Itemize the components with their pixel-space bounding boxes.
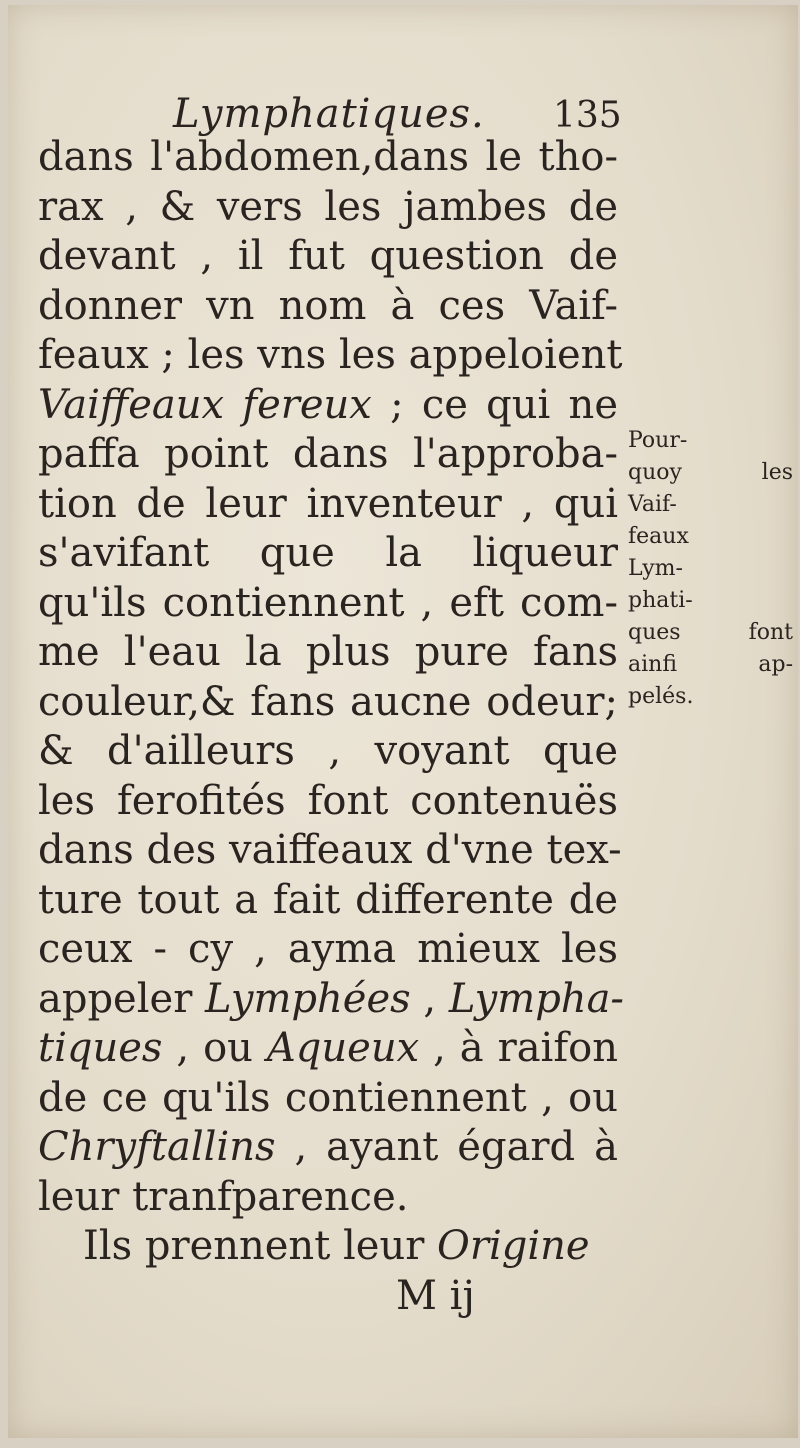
margin-note-line: ainfi ap- <box>628 652 793 677</box>
page-number: 135 <box>553 95 622 136</box>
text-line <box>38 876 618 926</box>
text-line <box>38 579 618 629</box>
text-line <box>38 1173 618 1223</box>
text-segment: me l'eau la plus pure fans <box>38 629 618 675</box>
italic-text: Origine <box>437 1223 590 1269</box>
text-segment: Ils prennent leur <box>83 1223 438 1269</box>
text-segment: devant , il fut question de <box>38 233 618 279</box>
text-segment: qu'ils contiennent , eft com- <box>38 579 618 626</box>
text-line <box>38 331 623 381</box>
text-line <box>38 430 618 480</box>
text-segment: dans des vaiffeaux d'vne tex- <box>38 827 622 873</box>
text-line <box>38 678 618 728</box>
text-segment: feaux ; les vns les appeloient <box>38 332 623 378</box>
text-line <box>38 628 618 678</box>
margin-note-line: ques font <box>628 620 793 645</box>
text-line <box>38 183 618 233</box>
margin-note-line: Pour- <box>628 428 688 453</box>
text-line <box>38 480 618 530</box>
margin-note-line: feaux <box>628 524 689 549</box>
text-line <box>38 282 618 332</box>
text-line <box>38 727 618 777</box>
text-line <box>38 1222 603 1272</box>
text-line <box>38 1123 618 1173</box>
text-line <box>38 777 618 827</box>
text-line <box>38 232 618 282</box>
margin-note-line: Vaif- <box>628 492 677 517</box>
margin-note-line: pelés. <box>628 684 694 709</box>
text-line <box>38 133 618 183</box>
margin-note-line: quoy les <box>628 460 793 485</box>
text-segment: ture tout a fait differente de <box>38 876 618 923</box>
text-segment: , ou <box>162 1025 267 1071</box>
text-segment: leur tranfparence. <box>38 1173 409 1220</box>
text-segment: , à raifon <box>419 1025 619 1071</box>
italic-text: Lymphées <box>205 975 411 1022</box>
running-head: Lymphatiques. <box>173 91 485 137</box>
text-line <box>38 1074 618 1124</box>
text-segment: ceux - cy , ayma mieux les <box>38 926 618 972</box>
text-line <box>38 381 618 431</box>
margin-note-line: phati- <box>628 588 693 613</box>
text-segment: rax , & vers les jambes de <box>38 183 618 230</box>
text-line <box>38 975 624 1025</box>
text-segment: & d'ailleurs , voyant que <box>38 728 618 774</box>
body-text <box>38 133 624 1321</box>
italic-text: tiques <box>38 1025 163 1071</box>
text-segment: de ce qu'ils contiennent , ou <box>38 1074 618 1121</box>
text-segment: tion de leur inventeur , qui <box>38 480 618 527</box>
text-line <box>38 826 622 876</box>
italic-text: Lympha- <box>448 975 624 1022</box>
text-segment: dans l'abdomen,dans le tho- <box>38 134 618 180</box>
margin-note-line: Lym- <box>628 556 683 581</box>
text-segment: paffa point dans l'approba- <box>38 431 618 477</box>
text-segment: donner vn nom à ces Vaif- <box>38 282 618 329</box>
text-line <box>38 529 618 579</box>
italic-text: Chryftallins <box>38 1124 276 1170</box>
text-line <box>38 1024 618 1074</box>
text-segment: s'avifant que la liqueur <box>38 530 618 576</box>
text-segment: couleur,& fans aucne odeur; <box>38 678 618 725</box>
text-segment: ; ce qui ne <box>371 381 618 428</box>
text-segment: les ferofités font contenuës <box>38 777 618 824</box>
text-segment: , ayant égard à <box>275 1124 618 1170</box>
text-segment: , <box>410 975 449 1022</box>
catchword: M ij <box>396 1272 475 1319</box>
italic-text: Aqueux <box>266 1025 420 1071</box>
italic-text: Vaiffeaux fereux <box>38 381 372 428</box>
text-segment: appeler <box>38 975 206 1022</box>
book-page <box>8 5 798 1438</box>
margin-note <box>628 425 793 713</box>
text-line <box>38 925 618 975</box>
